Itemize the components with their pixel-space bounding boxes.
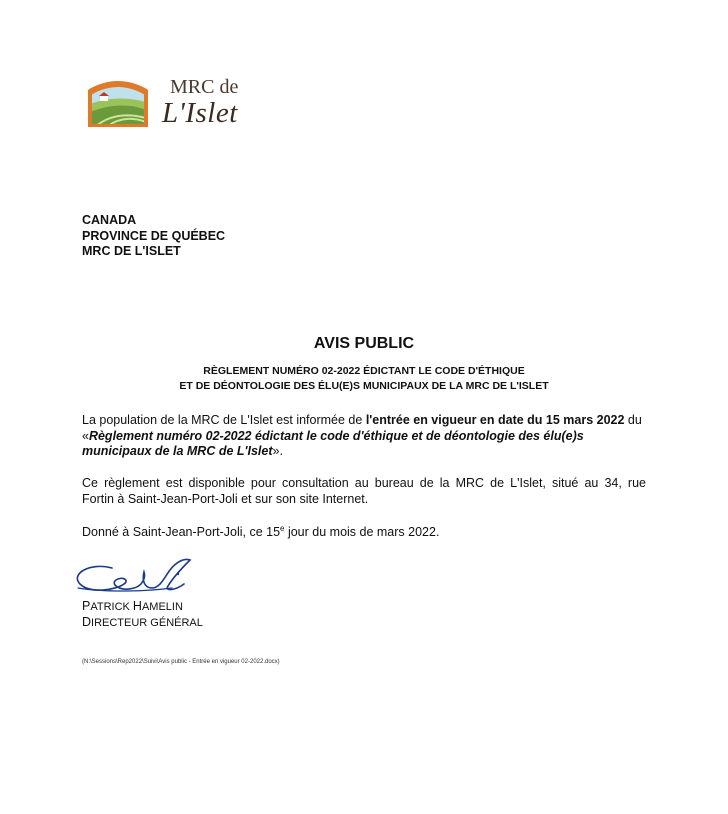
file-path-footer: (N:\Sessions\Rep2022\Suivi\Avis public - Entrée en vigueur 02-2022.docx) — [82, 659, 280, 665]
p1-text-c: ». — [272, 444, 283, 458]
signer-title: DIRECTEUR GÉNÉRAL — [82, 615, 203, 629]
paragraph-entry-into-force — [82, 413, 646, 460]
signature-image — [72, 554, 212, 604]
header-country: CANADA — [82, 213, 137, 227]
p1-bold-date: l'entrée en vigueur en date du 15 mars 2022 — [365, 413, 625, 427]
p2-line-1: Ce règlement est disponible pour consultation au bureau de la MRC de L'Islet, situé au 34, rue — [82, 476, 646, 490]
p2-line-2: Fortin à Saint-Jean-Port-Joli et sur son site Internet. — [82, 491, 369, 506]
header-province: PROVINCE DE QUÉBEC — [82, 228, 226, 243]
notice-title: AVIS PUBLIC — [313, 335, 415, 352]
p3-text-b: jour du mois de mars 2022. — [284, 525, 440, 540]
notice-subtitle — [0, 364, 728, 394]
address-header — [82, 213, 225, 260]
subtitle-line-1: RÈGLEMENT NUMÉRO 02-2022 ÉDICTANT LE CODE D'ÉTHIQUE — [203, 365, 525, 377]
signer-name: PATRICK HAMELIN — [82, 599, 183, 613]
paragraph-availability — [82, 476, 646, 507]
p3-sup: e — [280, 524, 285, 533]
logo-text-mrc-de: MRC de — [170, 76, 239, 98]
paragraph-given-at — [82, 521, 646, 541]
mrc-logo — [86, 74, 256, 132]
p3-text-a: Donné à Saint-Jean-Port-Joli, ce 15 — [82, 525, 281, 540]
header-mrc: MRC DE L'ISLET — [82, 244, 181, 258]
signer-block — [82, 599, 203, 631]
p1-text-a: La population de la MRC de L'Islet est informée de — [82, 413, 366, 427]
subtitle-line-2: ET DE DÉONTOLOGIE DES ÉLU(E)S MUNICIPAUX DE LA MRC DE L'ISLET — [179, 380, 549, 392]
mrc-logo-icon — [86, 74, 150, 128]
logo-text-lislet: L'Islet — [162, 97, 238, 129]
p1-bylaw-title: Règlement numéro 02-2022 édictant le code d'éthique et de déontologie des élu(e)s municipaux de la MRC de L'Islet — [82, 428, 584, 458]
p1-text-b: du « — [82, 413, 642, 443]
